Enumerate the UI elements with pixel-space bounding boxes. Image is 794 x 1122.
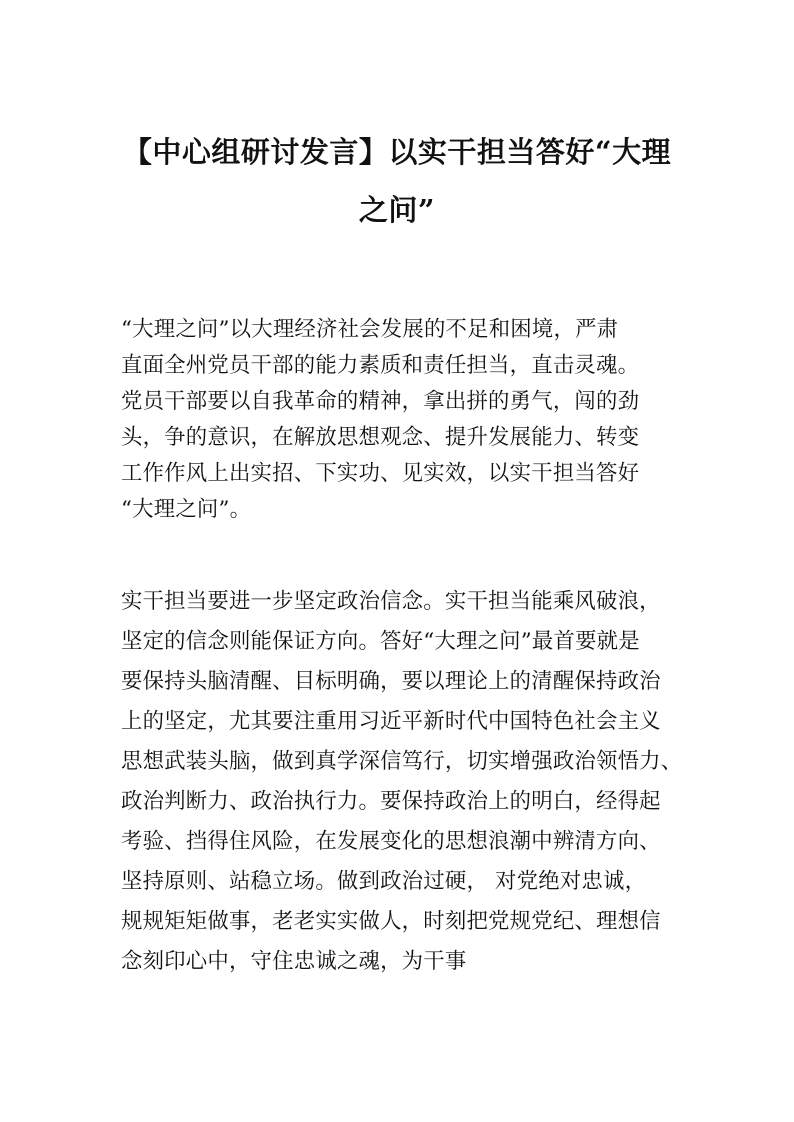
paragraph-line: 坚持原则、站稳立场。做到政治过硬， 对党绝对忠诚， xyxy=(121,869,647,894)
paragraph-line: “大理之问”。 xyxy=(121,497,252,522)
paragraph-line: 思想武装头脑，做到真学深信笃行，切实增强政治领悟力、 xyxy=(121,749,683,774)
paragraph-line: 规规矩矩做事，老老实实做人，时刻把党规党纪、理想信 xyxy=(121,909,661,934)
paragraph-line: 上的坚定，尤其要注重用习近平新时代中国特色社会主义 xyxy=(121,709,661,734)
paragraph-line: 考验、挡得住风险，在发展变化的思想浪潮中辨清方向、 xyxy=(121,829,661,854)
paragraph-line: 工作作风上出实招、下实功、见实效，以实干担当答好 xyxy=(121,461,640,486)
document-title-line-1: 【中心组研讨发言】以实干担当答好“大理 xyxy=(122,135,672,169)
document-title-line-2: 之问” xyxy=(358,193,436,227)
paragraph-line: 党员干部要以自我革命的精神，拿出拼的勇气，闯的劲 xyxy=(121,389,640,414)
paragraph-line: 要保持头脑清醒、目标明确，要以理论上的清醒保持政治 xyxy=(121,669,661,694)
paragraph-line: 念刻印心中，守住忠诚之魂，为干事 xyxy=(121,949,467,974)
paragraph-line: 实干担当要进一步坚定政治信念。实干担当能乘风破浪， xyxy=(121,589,661,614)
paragraph-line: 坚定的信念则能保证方向。答好“大理之问”最首要就是 xyxy=(121,629,640,654)
paragraph-line: 政治判断力、政治执行力。要保持政治上的明白，经得起 xyxy=(121,789,661,814)
paragraph-line: 直面全州党员干部的能力素质和责任担当，直击灵魂。 xyxy=(121,353,640,378)
paragraph-line: 头，争的意识，在解放思想观念、提升发展能力、转变 xyxy=(121,425,640,450)
paragraph-line: “大理之问”以大理经济社会发展的不足和困境，严肃 xyxy=(121,317,619,342)
